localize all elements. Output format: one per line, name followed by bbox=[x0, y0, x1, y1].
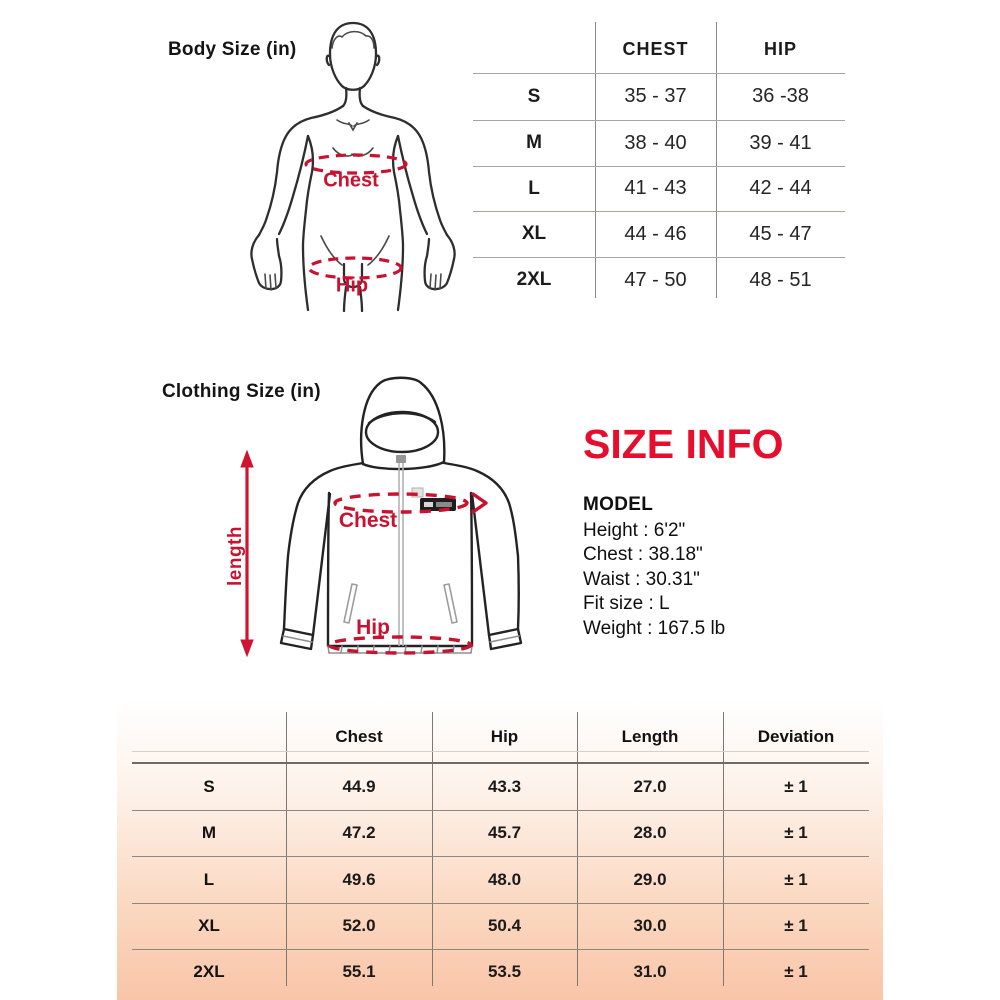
clothing-size-title: Clothing Size (in) bbox=[162, 381, 321, 402]
body-table-size-m: M bbox=[526, 132, 542, 153]
clothing-table-length-xl: 30.0 bbox=[633, 916, 667, 935]
clothing-table-hip-xl: 50.4 bbox=[487, 916, 522, 935]
model-height: Height : 6'2" bbox=[583, 519, 686, 541]
clothing-table-deviation-xl: ± 1 bbox=[784, 916, 808, 935]
clothing-table-deviation-s: ± 1 bbox=[784, 777, 808, 796]
size-info-heading: SIZE INFO bbox=[583, 421, 784, 467]
clothing-table-chest-s: 44.9 bbox=[342, 777, 376, 796]
body-hip-label: Hip bbox=[335, 274, 369, 297]
clothing-table-size-m: M bbox=[201, 823, 217, 842]
hand-right bbox=[425, 235, 455, 289]
clothing-table-length-2xl: 31.0 bbox=[633, 962, 667, 981]
clothing-table-header-deviation: Deviation bbox=[757, 727, 835, 746]
clothing-table-header-hip: Hip bbox=[490, 727, 519, 746]
zipper-pull bbox=[396, 455, 406, 463]
clothing-table-deviation-2xl: ± 1 bbox=[784, 962, 808, 981]
body-table-chest-m: 38 - 40 bbox=[624, 131, 687, 154]
body-table-size-xl: XL bbox=[521, 223, 547, 244]
body-table-chest-l: 41 - 43 bbox=[624, 177, 687, 199]
clothing-table-chest-l: 49.6 bbox=[342, 870, 376, 889]
jacket-hip-label: Hip bbox=[356, 616, 390, 639]
zipper bbox=[399, 463, 403, 646]
body-table-hip-s: 36 -38 bbox=[752, 85, 809, 107]
clothing-table-chest-2xl: 55.1 bbox=[342, 962, 376, 981]
body-table-header-hip: HIP bbox=[763, 38, 797, 59]
clothing-table-hip-m: 45.7 bbox=[487, 823, 522, 842]
ear-left bbox=[327, 56, 329, 65]
body-chest-label: Chest bbox=[323, 169, 379, 192]
clothing-table-length-m: 28.0 bbox=[633, 823, 667, 842]
model-chest: Chest : 38.18" bbox=[583, 544, 703, 565]
clothing-table-chest-m: 47.2 bbox=[342, 823, 376, 842]
body-table-hip-xl: 45 - 47 bbox=[749, 222, 812, 245]
clothing-table-hip-s: 43.3 bbox=[487, 777, 522, 796]
hairline bbox=[332, 32, 374, 48]
clothing-table-header-length: Length bbox=[621, 727, 679, 746]
clothing-table-hip-2xl: 53.5 bbox=[487, 962, 522, 981]
body-table-hip-2xl: 48 - 51 bbox=[749, 268, 812, 291]
body-table-size-s: S bbox=[527, 85, 541, 107]
body-table-size-2xl: 2XL bbox=[516, 269, 552, 290]
model-info-block bbox=[583, 493, 725, 641]
model-heading: MODEL bbox=[583, 494, 654, 515]
model-fit-size: Fit size : L bbox=[583, 593, 670, 614]
body-table-chest-2xl: 47 - 50 bbox=[624, 268, 687, 291]
clothing-table-length-l: 29.0 bbox=[633, 870, 667, 889]
hand-left bbox=[251, 235, 281, 289]
model-weight: Weight : 167.5 lb bbox=[583, 617, 726, 639]
clothing-table-size-l: L bbox=[203, 870, 215, 889]
head-outline bbox=[330, 23, 376, 90]
body-table-size-l: L bbox=[528, 177, 540, 199]
chest-arrow-head bbox=[473, 494, 486, 512]
body-table-hip-l: 42 - 44 bbox=[749, 177, 812, 199]
body-table-header-chest: CHEST bbox=[622, 38, 689, 59]
jacket-chest-label: Chest bbox=[338, 509, 398, 532]
clothing-table-deviation-m: ± 1 bbox=[784, 823, 808, 842]
clothing-table-size-xl: XL bbox=[198, 916, 220, 935]
body-table-hip-m: 39 - 41 bbox=[749, 131, 812, 154]
body-outline-illustration bbox=[238, 12, 474, 312]
clothing-table-hip-l: 48.0 bbox=[487, 870, 522, 889]
clothing-table-header-chest: Chest bbox=[335, 727, 383, 746]
clothing-table-size-s: S bbox=[203, 777, 215, 796]
model-waist: Waist : 30.31" bbox=[583, 568, 700, 590]
body-table-chest-xl: 44 - 46 bbox=[624, 222, 687, 245]
body-table-chest-s: 35 - 37 bbox=[624, 85, 687, 107]
clothing-table-length-s: 27.0 bbox=[633, 777, 667, 796]
body-size-title: Body Size (in) bbox=[168, 39, 297, 60]
clothing-table-size-2xl: 2XL bbox=[193, 962, 225, 981]
clothing-table-chest-xl: 52.0 bbox=[342, 916, 376, 935]
jacket-length-label: length bbox=[225, 526, 246, 586]
clothing-table-deviation-l: ± 1 bbox=[784, 870, 808, 889]
ear-right bbox=[377, 56, 379, 65]
